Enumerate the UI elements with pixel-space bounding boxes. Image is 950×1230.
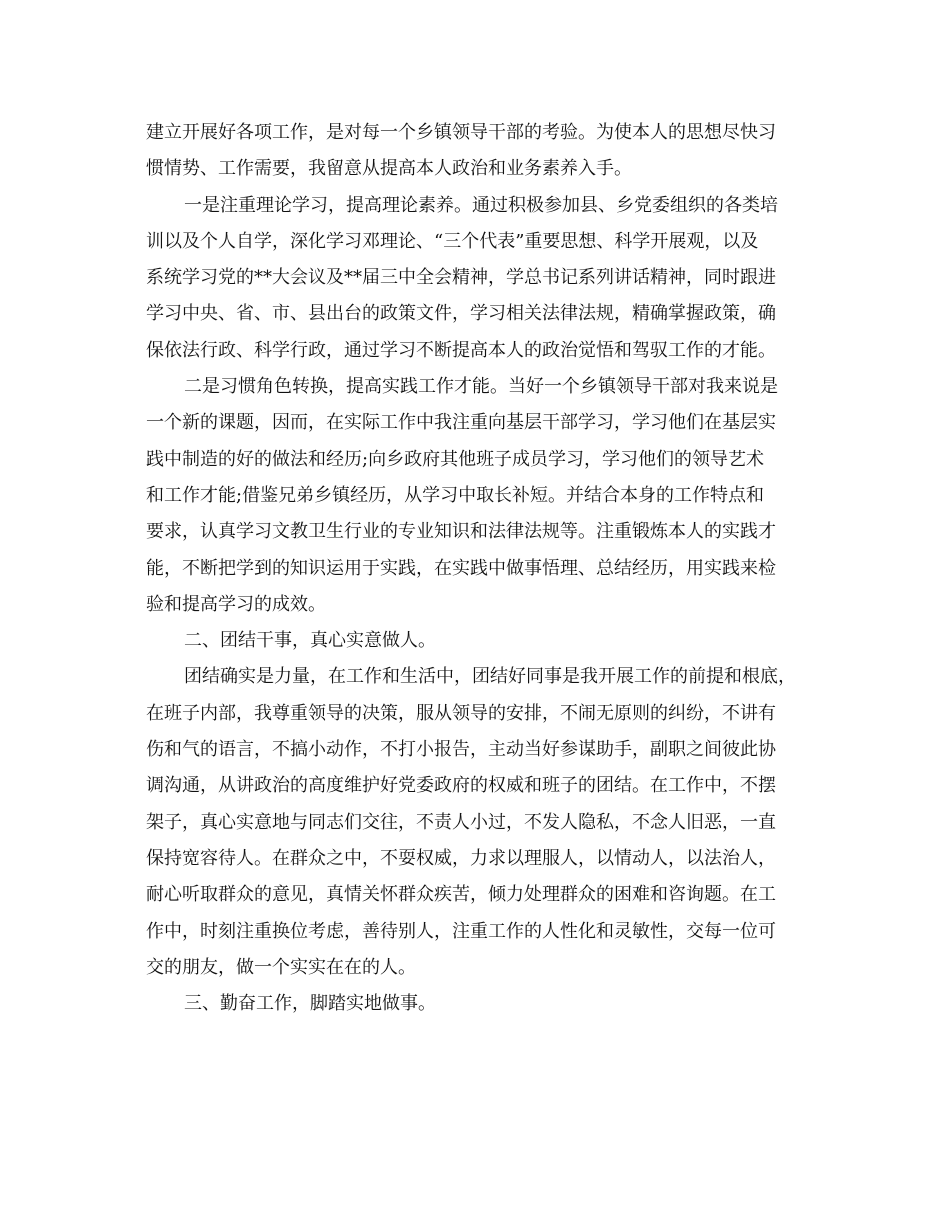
text-line: 能，不断把学到的知识运用于实践，在实践中做事悟理、总结经历，用实践来检 (146, 557, 776, 579)
text-line: 惯情势、工作需要，我留意从提高本人政治和业务素养入手。 (146, 158, 632, 180)
text-line: 保依法行政、科学行政，通过学习不断提高本人的政治觉悟和驾驭工作的才能。 (146, 339, 776, 361)
text-line: 调沟通，从讲政治的高度维护好党委政府的权威和班子的团结。在工作中，不摆 (146, 775, 776, 797)
text-line: 二、团结干事，真心实意做人。 (184, 630, 436, 652)
text-line: 一是注重理论学习，提高理论素养。通过积极参加县、乡党委组织的各类培 (184, 194, 778, 216)
text-line: 交的朋友，做一个实实在在的人。 (146, 956, 416, 978)
text-line: 架子，真心实意地与同志们交往，不责人小过，不发人隐私，不念人旧恶，一直 (146, 811, 776, 833)
text-line: 耐心听取群众的意见，真情关怀群众疾苦，倾力处理群众的困难和咨询题。在工 (146, 884, 776, 906)
text-line: 学习中央、省、市、县出台的政策文件，学习相关法律法规，精确掌握政策，确 (146, 303, 776, 325)
text-line: 系统学习党的**大会议及**届三中全会精神，学总书记系列讲话精神，同时跟进 (146, 267, 776, 289)
text-line: 二是习惯角色转换，提高实践工作才能。当好一个乡镇领导干部对我来说是 (184, 376, 778, 398)
text-line: 团结确实是力量，在工作和生活中，团结好同事是我开展工作的前提和根底， (184, 666, 796, 688)
document-body (146, 115, 816, 1022)
text-line: 保持宽容待人。在群众之中，不耍权威，力求以理服人，以情动人，以法治人， (146, 847, 776, 869)
text-line: 作中，时刻注重换位考虑，善待别人，注重工作的人性化和灵敏性，交每一位可 (146, 920, 776, 942)
text-line: 验和提高学习的成效。 (146, 593, 326, 615)
text-line: 伤和气的语言，不搞小动作，不打小报告，主动当好参谋助手，副职之间彼此协 (146, 739, 776, 761)
text-line: 和工作才能;借鉴兄弟乡镇经历，从学习中取长补短。并结合本身的工作特点和 (146, 484, 765, 506)
text-line: 在班子内部，我尊重领导的决策，服从领导的安排，不闹无原则的纠纷，不讲有 (146, 702, 776, 724)
text-line: 建立开展好各项工作，是对每一个乡镇领导干部的考验。为使本人的思想尽快习 (146, 122, 776, 143)
text-line: 要求，认真学习文教卫生行业的专业知识和法律法规等。注重锻炼本人的实践才 (146, 521, 776, 543)
text-line: 训以及个人自学，深化学习邓理论、“三个代表”重要思想、科学开展观，以及 (146, 230, 759, 252)
text-line: 践中制造的好的做法和经历;向乡政府其他班子成员学习，学习他们的领导艺术 (146, 448, 765, 470)
text-line: 三、勤奋工作，脚踏实地做事。 (184, 993, 436, 1015)
text-line: 一个新的课题，因而，在实际工作中我注重向基层干部学习，学习他们在基层实 (146, 412, 776, 434)
